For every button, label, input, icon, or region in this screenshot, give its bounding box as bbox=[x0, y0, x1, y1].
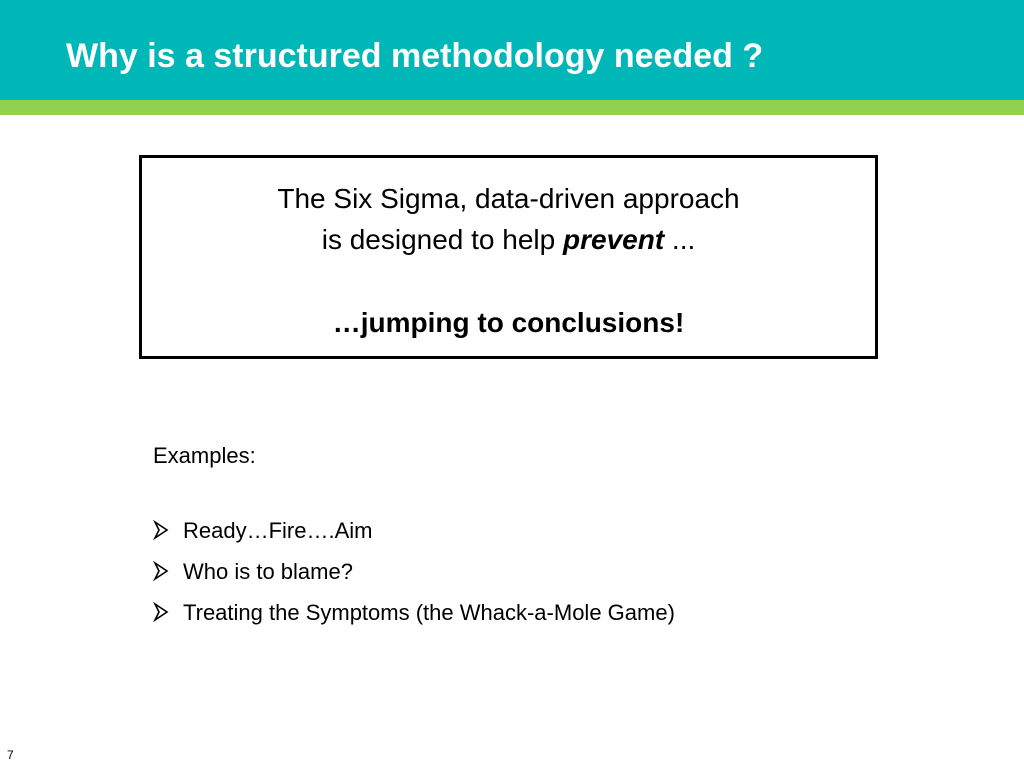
arrowhead-bullet-icon bbox=[153, 520, 169, 540]
list-item-label: Treating the Symptoms (the Whack-a-Mole Game) bbox=[183, 600, 675, 625]
arrowhead-bullet-icon bbox=[153, 561, 169, 581]
callout-box bbox=[139, 155, 878, 359]
page-number: 7 bbox=[7, 748, 14, 762]
list-item bbox=[153, 556, 675, 597]
arrowhead-bullet-icon bbox=[153, 602, 169, 622]
callout-emphasis: prevent bbox=[563, 224, 665, 255]
callout-line-1: The Six Sigma, data-driven approach bbox=[277, 183, 740, 214]
title-bar bbox=[0, 0, 1024, 100]
examples-list bbox=[153, 515, 675, 638]
list-item bbox=[153, 597, 675, 638]
list-item-label: Ready…Fire….Aim bbox=[183, 518, 373, 543]
list-item bbox=[153, 515, 675, 556]
callout-line-2 bbox=[142, 221, 875, 259]
slide-title: Why is a structured methodology needed ? bbox=[66, 37, 764, 75]
callout-line-2-suffix: ... bbox=[664, 224, 696, 255]
accent-stripe bbox=[0, 100, 1024, 115]
callout-conclusion: …jumping to conclusions! bbox=[332, 307, 685, 338]
examples-heading: Examples: bbox=[153, 443, 256, 468]
list-item-label: Who is to blame? bbox=[183, 559, 353, 584]
callout-line-2-prefix: is designed to help bbox=[321, 224, 563, 255]
